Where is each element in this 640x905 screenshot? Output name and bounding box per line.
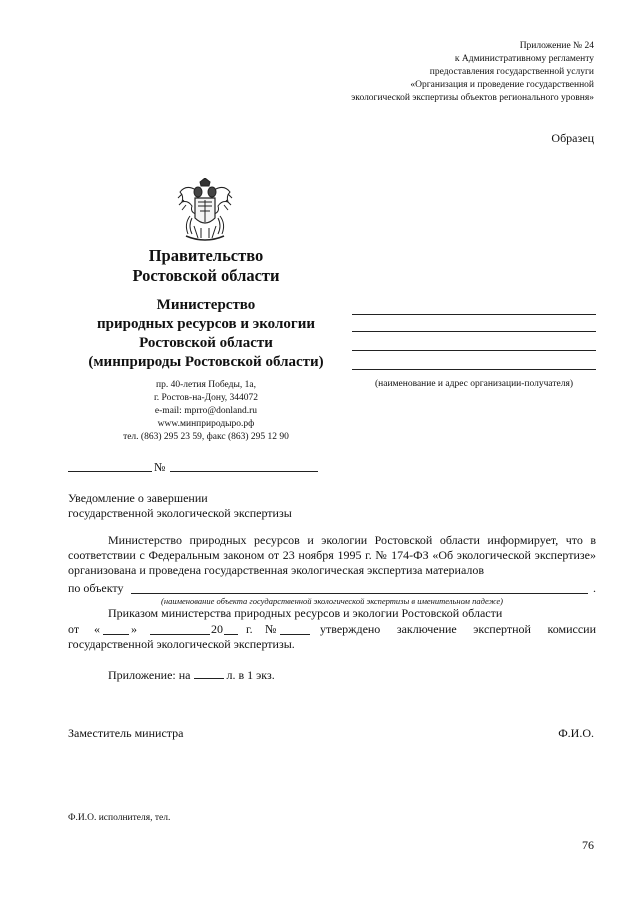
recipient-line-2[interactable] [352,331,596,332]
registration-number-sign: № [154,460,166,474]
annex-line-2: к Административному регламенту [454,54,594,64]
order-tail: государственной экологической экспертизы. [68,637,295,651]
order-number-sign: № [265,622,277,636]
order-line [68,622,596,638]
object-end-dot: . [593,581,596,595]
ministry-name-line-1: Министерство [156,297,256,313]
government-title-line-2: Ростовской области [132,266,280,285]
page-number: 76 [582,838,594,852]
order-from: от [68,622,80,636]
order-open-quote: « [94,622,100,636]
government-title-line-1: Правительство [148,246,264,265]
registration-number-field[interactable] [170,471,318,472]
ministry-name-line-2: природных ресурсов и экологии [97,316,315,332]
sample-label: Образец [551,131,594,145]
recipient-line-4[interactable] [352,369,596,370]
object-label: по объекту [68,581,124,595]
notice-title-line-1: Уведомление о завершении [68,491,208,505]
ministry-name-line-3: Ростовской области [139,335,273,351]
notice-title-line-2: государственной экологической экспертизы [68,506,292,520]
recipient-line-3[interactable] [352,350,596,351]
annex-line-4: «Организация и проведение государственной [410,80,594,90]
website-line: www.минприродыро.рф [157,419,255,429]
order-approved-text: утверждено заключение экспертной комиссии [320,622,596,636]
annex-count-prefix: Приложение: на [108,668,191,682]
order-close-quote: » [131,622,137,636]
order-year: 20 [211,622,223,636]
ministry-name-line-4: (минприроды Ростовской области) [88,354,324,370]
executor-info: Ф.И.О. исполнителя, тел. [68,813,171,823]
annex-line-3: предоставления государственной услуги [429,67,594,77]
signer-name: Ф.И.О. [558,726,594,740]
annex-count-suffix: л. в 1 экз. [226,668,275,682]
annex-count-line [108,668,408,683]
object-caption: (наименование объекта государственной экологической экспертизы в именительном падеже) [161,596,503,606]
order-day-field[interactable] [103,634,129,635]
body-paragraph-1: Министерство природных ресурсов и экологии Ростовской области информирует, что в соответствии с Федеральным законом от 23 ноября 1995 г. № 174-ФЗ «Об экологической экспертизе» организована и проведена государственная экологическая экспертиза материалов [68,533,596,577]
annex-pages-field[interactable] [194,668,224,679]
order-month-field[interactable] [150,634,210,635]
order-number-field[interactable] [280,634,310,635]
registration-line [68,459,318,477]
annex-line-1: Приложение № 24 [519,41,594,51]
order-year-field[interactable] [224,634,238,635]
recipient-line-1[interactable] [352,314,596,315]
signer-position: Заместитель министра [68,726,184,740]
registration-date-field[interactable] [68,471,152,472]
body-paragraph-2: Приказом министерства природных ресурсов и экологии Ростовской области [108,606,503,620]
annex-reference [234,40,594,105]
coat-of-arms-icon [176,178,234,244]
annex-line-5: экологической экспертизы объектов регионального уровня» [351,93,594,103]
object-line [68,581,596,597]
address-line-1: пр. 40-летия Победы, 1а, [156,380,256,390]
email-line: e-mail: mprro@donland.ru [154,406,258,416]
recipient-caption: (наименование и адрес организации-получателя) [374,379,573,389]
object-name-field[interactable] [131,593,588,594]
address-line-2: г. Ростов-на-Дону, 344072 [153,393,259,403]
order-year-suffix: г. [246,622,253,636]
phone-fax-line: тел. (863) 295 23 59, факс (863) 295 12 90 [123,432,289,442]
